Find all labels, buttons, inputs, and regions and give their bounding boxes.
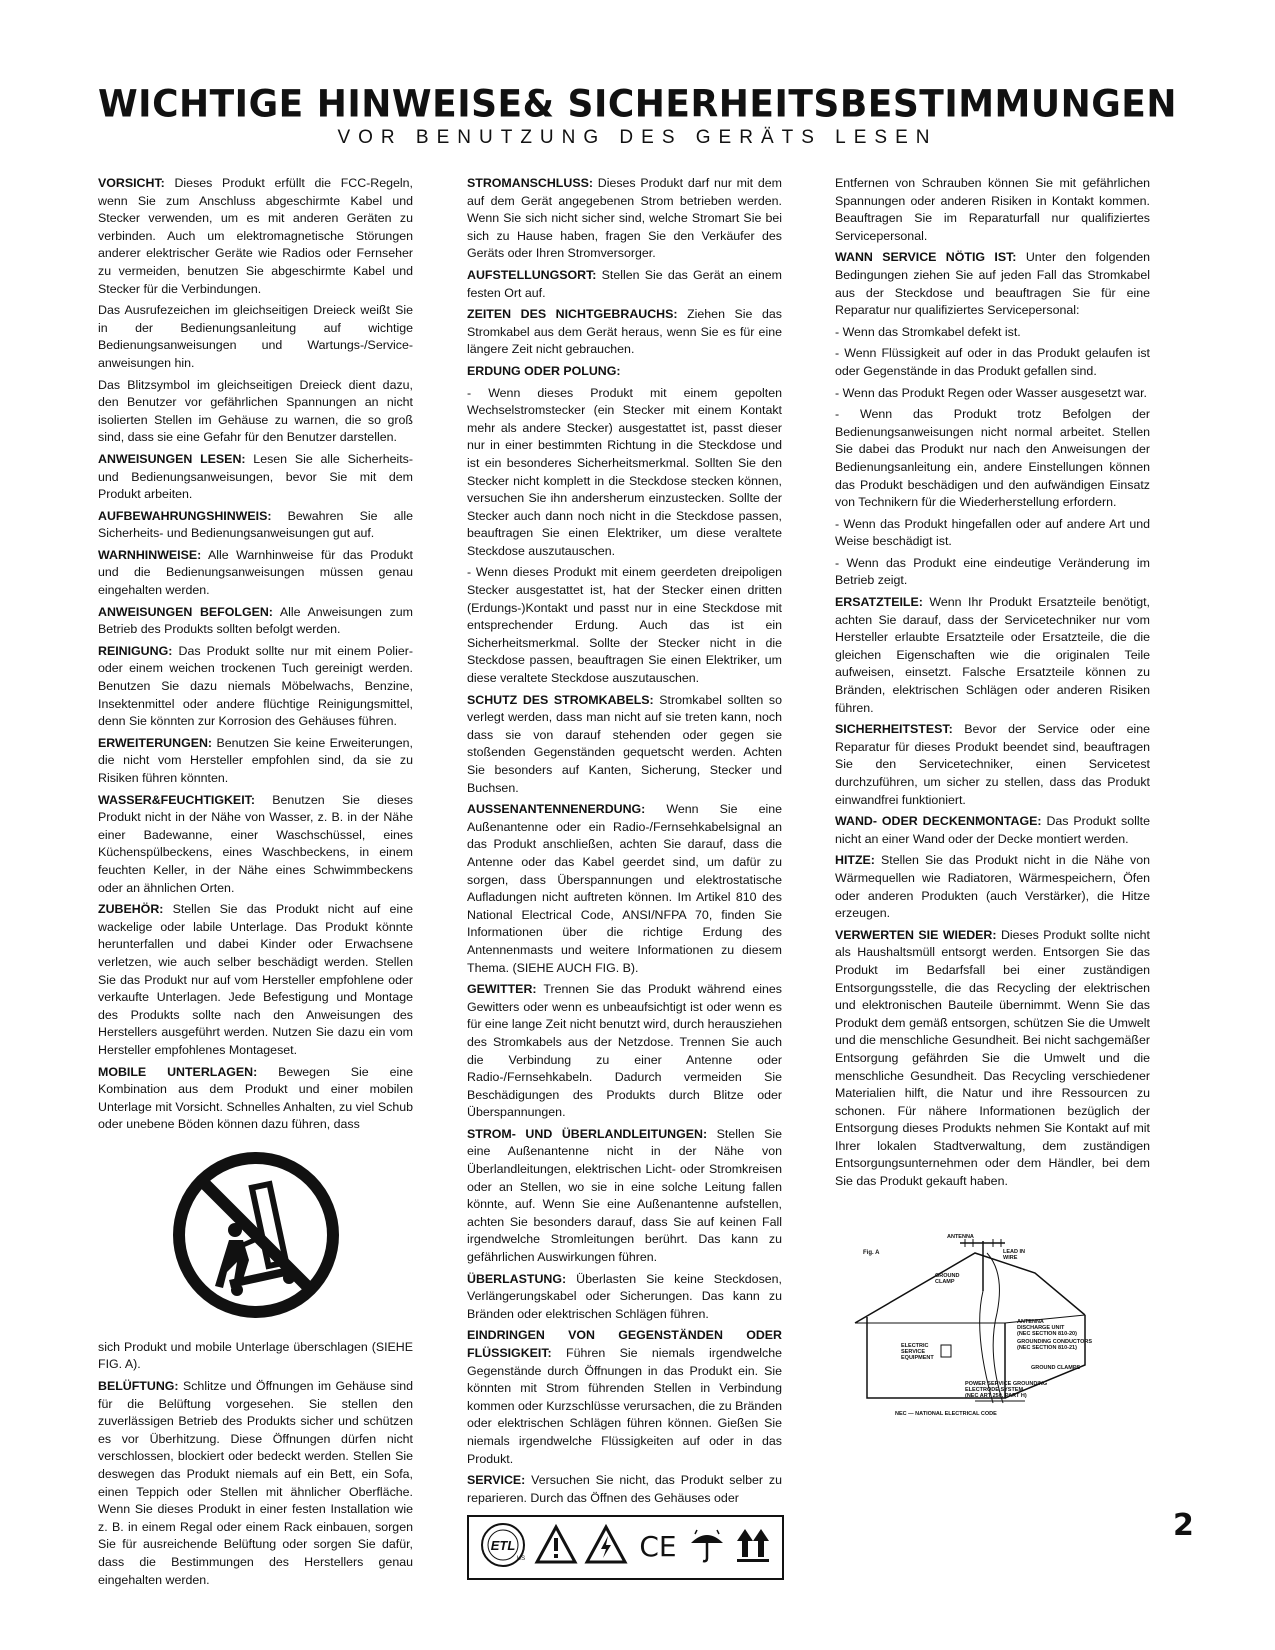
paragraph: [98, 792, 413, 898]
svg-text:SERVICE: SERVICE: [901, 1348, 926, 1355]
paragraph: [835, 324, 1150, 342]
svg-text:ELECTRIC: ELECTRIC: [901, 1342, 929, 1349]
section-text: Dieses Produkt erfüllt die FCC-Regeln, wenn Sie zum Anschluss abgeschirmte Kabel und Stecker verwenden, um es mit anderen Geräten zu verbinden. Auch um elektromagnetische Störungen anderer elektrischer Geräte wie Radios oder Fernseher zu vermeiden, benutzen Sie abgeschirmte Kabel und Stecker für die Verbindungen.: [98, 176, 413, 296]
paragraph: [98, 1064, 413, 1134]
no-tipping-cart-warning-icon: [98, 1138, 413, 1333]
section-label: WAND- ODER DECKENMONTAGE:: [835, 814, 1042, 829]
svg-text:ELECTRODE SYSTEM: ELECTRODE SYSTEM: [965, 1386, 1024, 1393]
section-text: Überlasten Sie keine Steckdosen, Verlängerungskabel oder Sicherungen. Das kann zu Bränden oder elektrischen Schlägen führen.: [467, 1271, 782, 1321]
paragraph: [98, 508, 413, 543]
section-label: SCHUTZ DES STROMKABELS:: [467, 692, 654, 707]
section-label: VERWERTEN SIE WIEDER:: [835, 927, 997, 942]
paragraph: [98, 735, 413, 788]
section-text: Lesen Sie alle Sicherheits- und Bedienungsanweisungen, bevor Sie mit dem Produkt arbeiten.: [98, 451, 413, 502]
section-text: - Wenn dieses Produkt mit einem gepolten Wechselstromstecker (ein Stecker mit einem Kontakt mehr als andere Stecker) ausgestattet ist, passt dieser nur in einer bestimmten Richtung in die Steckdose und ist ein besonderes Sicherheitsmerkmal. Sollten Sie den Stecker nicht komplett in die Steckdose stecken können, versuchen Sie ihn andersherum einzustecken. Sollte der Stecker auch dann noch nicht in die Steckdose passen, beauftragen Sie einen Elektriker, um diese veraltete Steckdose auszutauschen.: [467, 385, 782, 558]
section-text: Alle Warnhinweise für das Produkt und die Bedienungsanweisungen müssen genau eingehalten werden.: [98, 547, 413, 598]
paragraph: [835, 516, 1150, 551]
section-text: Entfernen von Schrauben können Sie mit gefährlichen Spannungen oder anderen Risiken in Kontakt kommen. Beauftragen Sie im Reparaturfall nur qualifiziertes Servicepersonal.: [835, 176, 1150, 243]
section-text: Das Ausrufezeichen im gleichseitigen Dreieck weißt Sie in der Bedienungsanleitung auf wichtige Bedienungsanweisungen und Wartungs-/Service-anweisungen hin.: [98, 303, 413, 370]
section-label: ZUBEHÖR:: [98, 902, 164, 917]
section-label: ANWEISUNGEN BEFOLGEN:: [98, 604, 273, 619]
column-middle: [467, 175, 782, 1580]
paragraph: [98, 547, 413, 600]
section-text: Bewegen Sie eine Kombination aus dem Produkt und einer mobilen Unterlage mit Vorsicht. Schnelles Anhalten, zu viel Schub oder unebene Böden können dazu führen, dass: [98, 1064, 413, 1132]
svg-text:US: US: [516, 1556, 526, 1563]
paragraph: [98, 643, 413, 731]
antenna-grounding-figure: [835, 1233, 1150, 1423]
section-label: VORSICHT:: [98, 176, 165, 190]
paragraph: [835, 175, 1150, 245]
section-text: Alle Anweisungen zum Betrieb des Produkts sollten befolgt werden.: [98, 604, 413, 637]
paragraph: [467, 1271, 782, 1324]
section-text: Das Blitzsymbol im gleichseitigen Dreieck dient dazu, den Benutzer vor gefährlichen Spannungen an nicht isolierten Stellen im Gehäuse zu warnen, die so groß sind, dass sie eine Gefahr für den Benutzer darstellen.: [98, 377, 413, 445]
paragraph: [98, 1339, 413, 1374]
section-text: - Wenn das Produkt Regen oder Wasser ausgesetzt war.: [835, 385, 1147, 400]
paragraph: [467, 1126, 782, 1267]
svg-text:(NEC ART 250, PART H): (NEC ART 250, PART H): [965, 1392, 1027, 1399]
paragraph: [98, 175, 413, 298]
electric-shock-warning-icon: [584, 1524, 628, 1572]
section-label: WASSER&FEUCHTIGKEIT:: [98, 792, 255, 807]
page-subtitle: VOR BENUTZUNG DES GERÄTS LESEN: [337, 127, 938, 148]
section-label: SERVICE:: [467, 1473, 526, 1488]
section-text: Benutzen Sie keine Erweiterungen, die nicht vom Hersteller empfohlen sind, da sie zu Risiken führen könnten.: [98, 735, 413, 785]
paragraph: [98, 901, 413, 1059]
paragraph: [467, 385, 782, 561]
section-text: Versuchen Sie nicht, das Produkt selber zu reparieren. Durch das Öffnen des Gehäuses oder: [467, 1473, 782, 1505]
section-text: Trennen Sie das Produkt während eines Gewitters oder wenn es unbeaufsichtigt ist oder wenn es für eine lange Zeit nicht benutzt wird, durch herausziehen des Stromkabels aus der Netzdose. Trennen Sie auch die Verbindung zu einer Antenne oder Radio-/Fernsehkabeln. Dadurch vermeiden Sie Beschädigungen des Produkts durch Blitze oder Überspannungen.: [467, 982, 782, 1120]
section-label: MOBILE UNTERLAGEN:: [98, 1064, 258, 1079]
section-label: WANN SERVICE NÖTIG IST:: [835, 250, 1017, 265]
svg-text:CLAMP: CLAMP: [935, 1278, 955, 1285]
section-text: Stromkabel sollten so verlegt werden, dass man nicht auf sie treten kann, noch dass sie von darauf stehenden oder gegen sie stoßenden Gegenständen gequetscht werden. Achten Sie besonders auf Kanten, Sicherung, Stecker und Buchsen.: [467, 692, 782, 795]
section-label: STROM- UND ÜBERLANDLEITUNGEN:: [467, 1126, 708, 1141]
certification-symbols: [467, 1515, 784, 1580]
warning-exclamation-icon: [534, 1524, 578, 1572]
section-text: - Wenn das Produkt hingefallen oder auf andere Art und Weise beschädigt ist.: [835, 516, 1150, 549]
section-label: ZEITEN DES NICHTGEBRAUCHS:: [467, 307, 678, 322]
section-label: ANWEISUNGEN LESEN:: [98, 451, 246, 466]
section-label: AUFSTELLUNGSORT:: [467, 267, 597, 282]
section-label: ERWEITERUNGEN:: [98, 735, 213, 750]
paragraph: [467, 267, 782, 302]
section-label: ERSATZTEILE:: [835, 595, 923, 610]
section-text: - Wenn das Stromkabel defekt ist.: [835, 324, 1021, 339]
paragraph: [98, 302, 413, 372]
svg-text:EQUIPMENT: EQUIPMENT: [901, 1354, 934, 1361]
section-text: Bewahren Sie alle Sicherheits- und Bedienungsanweisungen gut auf.: [98, 508, 413, 541]
page-header: [0, 84, 1275, 149]
paragraph: [835, 249, 1150, 319]
paragraph: [467, 1472, 782, 1507]
section-text: Benutzen Sie dieses Produkt nicht in der Nähe von Wasser, z. B. in der Nähe einer Badewanne, einer Waschschüssel, eines Küchenspülbeckens, eines Waschbeckens, in einem feuchten Keller, in der Nähe eines Schwimmbeckens oder an ähnlichen Orten.: [98, 792, 413, 895]
section-text: Bevor der Service oder eine Reparatur für dieses Produkt beendet sind, beauftragen Sie den Servicetechniker, einen Servicetest durchzuführen, um sicher zu stellen, dass das Produkt einwandfrei funktioniert.: [835, 722, 1150, 807]
section-text: Stellen Sie eine Außenantenne nicht in der Nähe von Überlandleitungen, elektrischen Licht- oder Stromkreisen oder an Stellen, wo sie in eine solche Leitung fallen könnte, auf. Wenn Sie eine Außenantenne aufstellen, achten Sie besonders darauf, dass Sie auf keinen Fall irgendwelche Stromleitungen berührt. Das kann zu gefährlichen Auswirkungen führen.: [467, 1126, 782, 1265]
paragraph: [98, 377, 413, 447]
svg-text:LEAD IN: LEAD IN: [1003, 1248, 1025, 1255]
section-label: BELÜFTUNG:: [98, 1379, 179, 1394]
paragraph: [835, 555, 1150, 590]
section-text: Stellen Sie das Gerät an einem festen Ort auf.: [467, 267, 782, 300]
svg-text:GROUND: GROUND: [935, 1272, 960, 1279]
paragraph: [98, 604, 413, 639]
svg-text:POWER SERVICE GROUNDING: POWER SERVICE GROUNDING: [965, 1380, 1048, 1387]
paragraph: [835, 721, 1150, 809]
section-text: Stellen Sie das Produkt nicht auf eine wackelige oder labile Unterlage. Das Produkt könnte herunterfallen und dabei Kinder oder Erwachsene verletzen, wie auch selber beschädigt werden. Stellen Sie das Produkt nur auf vom Hersteller empfohlene oder verkaufte Unterlagen. Jede Befestigung und Montage des Produkts sollte nach den Anweisungen des Herstellers ausgeführt werden. Nutzen Sie dazu ein vom Hersteller empfohlenes Montageset.: [98, 902, 413, 1057]
paragraph: [467, 981, 782, 1122]
svg-text:WIRE: WIRE: [1003, 1254, 1018, 1261]
paragraph: [835, 852, 1150, 922]
column-right-paragraphs: [835, 175, 1150, 1191]
paragraph: [835, 813, 1150, 848]
svg-text:ETL: ETL: [490, 1538, 516, 1554]
paragraph: [467, 1327, 782, 1468]
paragraph: [835, 927, 1150, 1191]
section-text: Wenn Ihr Produkt Ersatzteile benötigt, achten Sie darauf, dass der Servicetechniker nur vom Hersteller erlaubte Ersatzteile oder Ersatzteile, die die gleichen Eigenschaften wie die originalen Teile aufweisen, einsetzt. Falsche Ersatzteile können zu Bränden, elektrischen Schlägen oder anderen Risiken führen.: [835, 595, 1150, 715]
section-label: ÜBERLASTUNG:: [467, 1271, 567, 1286]
svg-text:GROUND CLAMPS: GROUND CLAMPS: [1031, 1364, 1081, 1371]
section-label: AUSSENANTENNENERDUNG:: [467, 802, 646, 817]
svg-text:ANTENNA: ANTENNA: [947, 1233, 974, 1240]
section-text: Dieses Produkt darf nur mit dem auf dem Gerät angegebenen Strom betrieben werden. Wenn Sie sich nicht sicher sind, welche Stromart Sie bei sich zu Hause haben, fragen Sie den Verkäufer des Geräts oder Ihren Stromversorger.: [467, 176, 782, 261]
section-text: Schlitze und Öffnungen im Gehäuse sind für die Belüftung vorgesehen. Sie stellen den zuverlässigen Betrieb des Produkts sicher und schützen es vor Überhitzung. Diese Öffnungen dürfen nicht verschlossen, blockiert oder bedeckt werden. Stellen Sie deswegen das Produkt niemals auf ein Bett, ein Sofa, einen Teppich oder Stellen mit ähnlicher Oberfläche. Wenn Sie dieses Produkt in einer festen Installation wie z. B. in einem Regal oder einem Rack einbauen, sorgen Sie für ausreichende Belüftung oder sorgen Sie dafür, dass die Bestimmungen des Herstellers genau eingehalten werden.: [98, 1379, 413, 1587]
paragraph: [467, 564, 782, 687]
column-left-paragraphs-continued: [98, 1339, 413, 1589]
section-text: sich Produkt und mobile Unterlage überschlagen (SIEHE FIG. A).: [98, 1339, 413, 1372]
section-label: WARNHINWEISE:: [98, 547, 202, 562]
section-label: SICHERHEITSTEST:: [835, 722, 953, 737]
keep-dry-umbrella-icon: [687, 1525, 727, 1571]
svg-text:DISCHARGE UNIT: DISCHARGE UNIT: [1017, 1324, 1065, 1331]
page-title: WICHTIGE HINWEISE& SICHERHEITSBESTIMMUNGEN: [97, 82, 1178, 127]
paragraph: [467, 363, 782, 381]
section-label: HITZE:: [835, 853, 875, 868]
ce-mark-icon: [635, 1525, 681, 1571]
paragraph: [835, 385, 1150, 403]
svg-text:(NEC SECTION 810-21): (NEC SECTION 810-21): [1017, 1344, 1077, 1351]
paragraph: [835, 345, 1150, 380]
section-text: - Wenn Flüssigkeit auf oder in das Produkt gelaufen ist oder Gegenstände in das Produkt gefallen sind.: [835, 346, 1150, 378]
svg-text:GROUNDING CONDUCTORS: GROUNDING CONDUCTORS: [1017, 1338, 1093, 1345]
svg-text:NEC — NATIONAL ELECTRICAL CODE: NEC — NATIONAL ELECTRICAL CODE: [895, 1410, 997, 1417]
section-text: Führen Sie niemals irgendwelche Gegenstände durch Öffnungen in das Produkt ein. Sie könnten mit Strom führenden Stellen in Verbindung kommen oder Kurzschlüsse verursachen, die zu Bränden oder elektrischen Schlägen führen können. Gießen Sie niemals irgendwelche Flüssigkeiten auf oder in das Produkt.: [467, 1346, 782, 1466]
section-label: GEWITTER:: [467, 982, 537, 997]
section-label: STROMANSCHLUSS:: [467, 176, 593, 190]
etl-listed-icon: [478, 1520, 528, 1576]
paragraph: [467, 175, 782, 263]
section-label: REINIGUNG:: [98, 643, 173, 658]
svg-text:ANTENNA: ANTENNA: [1017, 1318, 1044, 1325]
paragraph: [467, 692, 782, 798]
section-label: ERDUNG ODER POLUNG:: [467, 363, 621, 378]
column-left: [98, 175, 413, 1593]
section-label: EINDRINGEN VON GEGENSTÄNDEN ODER FLÜSSIGKEIT:: [467, 1328, 782, 1360]
svg-text:CE: CE: [638, 1530, 677, 1564]
column-left-paragraphs: [98, 175, 413, 1134]
this-side-up-arrows-icon: [733, 1525, 773, 1571]
section-text: - Wenn dieses Produkt mit einem geerdeten dreipoligen Stecker ausgestattet ist, hat der Stecker einen dritten (Erdungs-)Kontakt und passt nur in eine Steckdose mit entsprechender Erdung. Auch das ist ein Sicherheitsmerkmal. Sollte der Stecker nicht in die Steckdose passen, beauftragen Sie einen Elektriker, um diese veraltete Steckdose auszutauschen.: [467, 565, 782, 686]
fig-a-label: Fig. A: [863, 1249, 880, 1256]
column-right: [835, 175, 1150, 1423]
section-text: Stellen Sie das Produkt nicht in die Nähe von Wärmequellen wie Radiatoren, Wärmespeichern, Öfen oder anderen Produkten (auch Verstärker), die Hitze erzeugen.: [835, 853, 1150, 921]
section-text: - Wenn das Produkt trotz Befolgen der Bedienungsanweisungen nicht normal arbeitet. Stellen Sie dabei das Produkt nur nach den Anweisungen der Bedienungsanleitung ein, andere Einstellungen können das Produkt beschädigen und den aufwändigen Einsatz von Technikern für die Wiederherstellung erfordern.: [835, 407, 1150, 510]
section-label: AUFBEWAHRUNGSHINWEIS:: [98, 508, 272, 523]
paragraph: [467, 306, 782, 359]
page-number: 2: [1173, 1508, 1194, 1543]
column-middle-paragraphs: [467, 175, 782, 1507]
section-text: Das Produkt sollte nicht an einer Wand oder der Decke montiert werden.: [835, 814, 1150, 846]
svg-text:(NEC SECTION 810-20): (NEC SECTION 810-20): [1017, 1330, 1077, 1337]
section-text: Das Produkt sollte nur mit einem Polier- oder einem weichen trockenen Tuch gereinigt werden. Benutzen Sie dazu niemals Möbelwachs, Benzine, Insektenmittel oder andere flüchtige Reinigungsmittel, denn Sie könnten zur Korrosion des Gehäuses führen.: [98, 643, 413, 729]
paragraph: [98, 451, 413, 504]
section-text: - Wenn das Produkt eine eindeutige Veränderung im Betrieb zeigt.: [835, 555, 1150, 588]
section-text: Wenn Sie eine Außenantenne oder ein Radio-/Fernsehkabelsignal an das Produkt anschließen, achten Sie darauf, dass die Antenne oder das Kabel geerdet sind, um dafür zu sorgen, dass Überspannungen und elektrostatische Aufladungen nicht auftreten können. Im Artikel 810 des National Electrical Code, ANSI/NFPA 70, finden Sie Informationen über die richtige Erdung des Antennenmasts und weitere Informationen zu diesem Thema. (SIEHE AUCH FIG. B).: [467, 802, 782, 975]
section-text: Ziehen Sie das Stromkabel aus dem Gerät heraus, wenn Sie es für eine längere Zeit nicht gebrauchen.: [467, 307, 782, 357]
paragraph: [467, 801, 782, 977]
paragraph: [835, 406, 1150, 512]
paragraph: [98, 1378, 413, 1589]
section-text: Dieses Produkt sollte nicht als Haushaltsmüll entsorgt werden. Entsorgen Sie das Produkt im Bedarfsfall bei einer zuständigen Entsorgungsstelle, die das Recycling der elektrischen und elektronischen Bauteile übernimmt. Wenn Sie das Produkt dem gemäß entsorgen, schützen Sie die Umwelt und die menschliche Gesundheit. Bei nicht sachgemäßer Entsorgung gefährden Sie die Umwelt und die menschliche Gesundheit. Das Recycling verschiedener Materialien hilft, die Natur und ihre Ressourcen zu schonen. Für nähere Informationen bezüglich der Entsorgung dieses Produkts nehmen Sie Kontakt auf mit Ihrer lokalen Stadtverwaltung, dem zuständigen Entsorgungsunternehmen oder dem Händler, bei dem Sie das Produkt gekauft haben.: [835, 927, 1150, 1189]
paragraph: [835, 594, 1150, 717]
section-text: Unter den folgenden Bedingungen ziehen Sie auf jeden Fall das Stromkabel aus der Steckdose und beauftragen Sie für eine Reparatur nur qualifiziertes Servicepersonal:: [835, 250, 1151, 318]
